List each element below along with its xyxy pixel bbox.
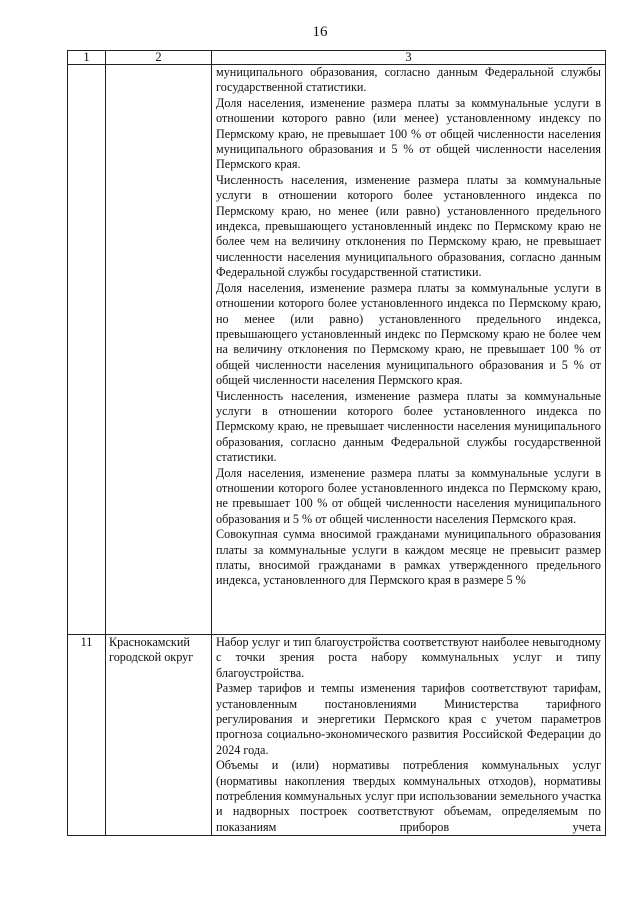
row-number-cell [68, 635, 106, 836]
municipality-name: Краснокамский городской округ [109, 635, 194, 665]
municipality-cell [106, 635, 212, 836]
condition-paragraph: Набор услуг и тип благоустройства соответствуют наиболее невыгодному с точки зрения роста набору коммунальных услуг и типу благоустройства. [216, 635, 601, 680]
column-header-1: 1 [68, 51, 106, 65]
row-number-cell [68, 65, 106, 635]
condition-paragraph: Доля населения, изменение размера платы за коммунальные услуги в отношении которого более установленного индекса по Пермскому краю, не превышает 100 % от общей численности населения муниципального образования и 5 % от общей численности населения Пермского края. [216, 465, 601, 526]
condition-paragraph: Объемы и (или) нормативы потребления коммунальных услуг (нормативы накопления твердых коммунальных отходов), нормативы потребления коммунальных услуг при использовании земельного участка и надворных построек соответствуют объемам, определяемым по показаниям приборов учета [216, 758, 601, 834]
column-header-3: 3 [212, 51, 606, 65]
column-header-2: 2 [106, 51, 212, 65]
row-number: 11 [80, 635, 93, 649]
table-header-row [68, 51, 606, 65]
condition-paragraph: муниципального образования, согласно данным Федеральной службы государственной статистики. [216, 65, 601, 95]
municipality-cell [106, 65, 212, 635]
conditions-cell [212, 635, 606, 836]
condition-paragraph: Доля населения, изменение размера платы за коммунальные услуги в отношении которого более установленного индекса по Пермскому краю, но менее (или равно) установленного предельного индекса, превышающего установленный индекс по Пермскому краю не более чем на величину отклонения по Пермскому краю, не превышает 100 % от общей численности населения муниципального образования и 5 % от общей численности населения Пермского края. [216, 280, 601, 388]
page-number: 16 [312, 24, 328, 40]
condition-paragraph: Размер тарифов и темпы изменения тарифов соответствуют тарифам, установленным постановлениями Министерства тарифного регулирования и энергетики Пермского края с учетом параметров прогноза социально-экономического развития Российской Федерации до 2024 года. [216, 681, 601, 757]
table-row-continued [68, 65, 606, 635]
condition-paragraph: Доля населения, изменение размера платы за коммунальные услуги в отношении которого равно (или менее) установленному индексу по Пермскому краю, не превышает 100 % от общей численности населения муниципального образования и 5 % от общей численности населения Пермского края. [216, 95, 601, 172]
condition-paragraph: Численность населения, изменение размера платы за коммунальные услуги в отношении которого более установленного индекса по Пермскому краю, не превышает численности населения муниципального образования, согласно данным Федеральной службы государственной статистики. [216, 388, 601, 465]
table-row-11 [68, 635, 606, 836]
condition-paragraph: Численность населения, изменение размера платы за коммунальные услуги в отношении которого более установленного индекса по Пермскому краю, но менее (или равно) установленного предельного индекса, превышающего установленный индекс по Пермскому краю не более чем на величину отклонения по Пермскому краю, не превышает численности населения муниципального образования, согласно данным Федеральной службы государственной статистики. [216, 172, 601, 280]
document-table [67, 50, 606, 836]
conditions-cell [212, 65, 606, 635]
condition-paragraph: Совокупная сумма вносимой гражданами муниципального образования платы за коммунальные услуги в каждом месяце не превысит размер платы, вносимой гражданами в рамках утвержденного предельного индекса, установленного для Пермского края в размере 5 % [216, 527, 601, 588]
